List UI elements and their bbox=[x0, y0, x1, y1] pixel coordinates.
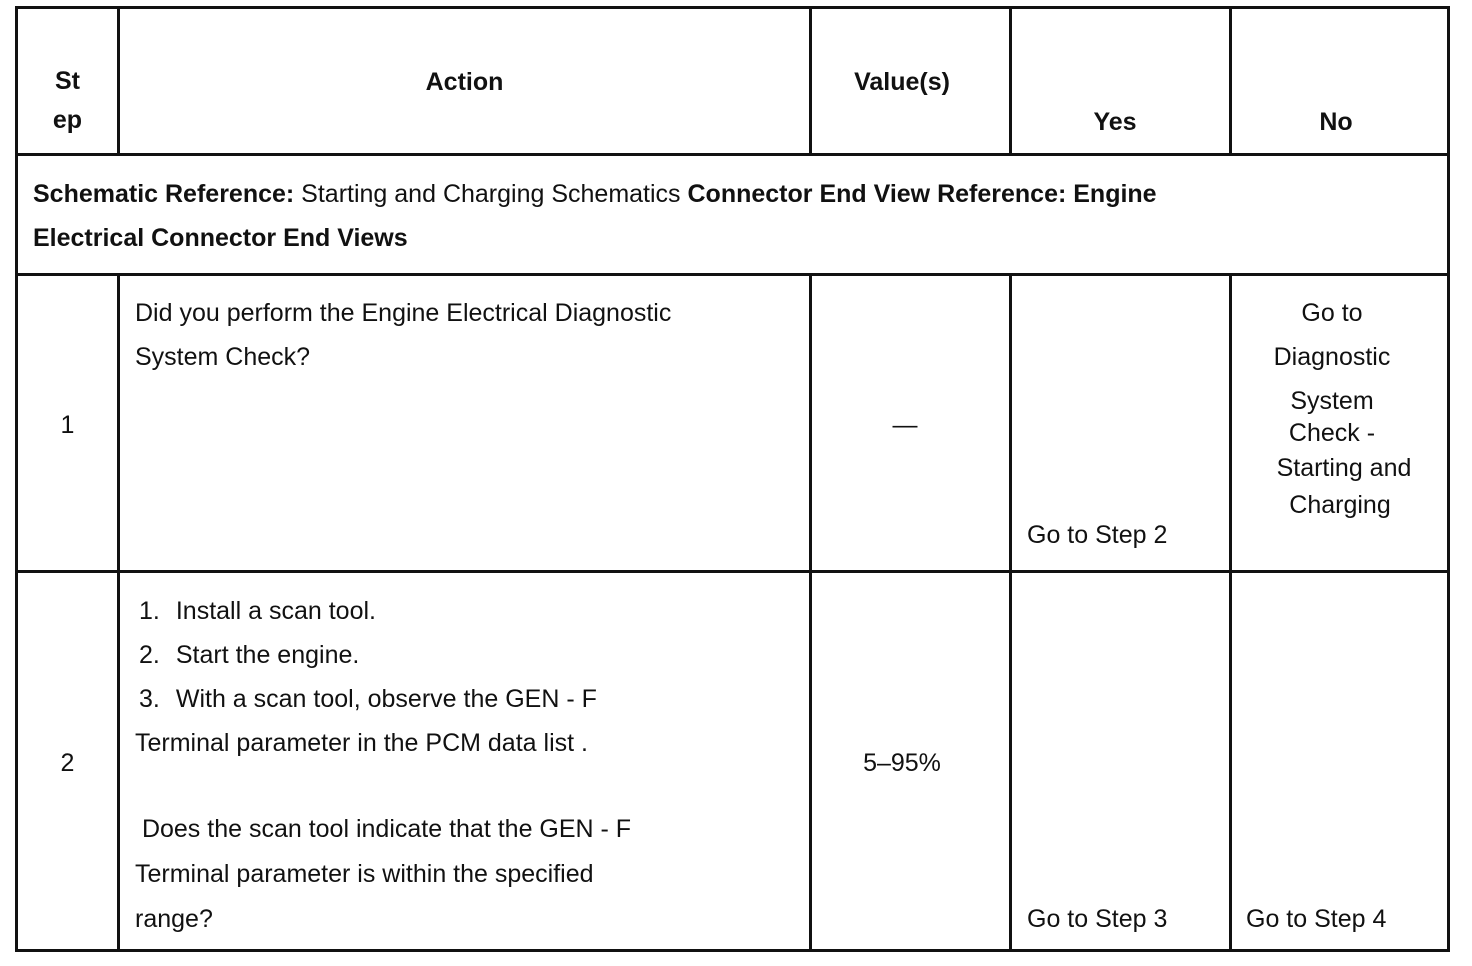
row2-question-line2: Terminal parameter is within the specified bbox=[135, 860, 594, 888]
row1-action-line2: System Check? bbox=[135, 343, 311, 371]
row1-no-line: Go to bbox=[1301, 299, 1363, 327]
header-yes: Yes bbox=[1093, 108, 1137, 136]
row1-step: 1 bbox=[60, 411, 75, 439]
schematic-reference-link[interactable]: Starting and Charging Schematics bbox=[294, 180, 688, 208]
list-number: 2. bbox=[139, 641, 160, 669]
schematic-reference-label: Schematic Reference: bbox=[33, 180, 295, 208]
col-divider bbox=[809, 273, 812, 949]
row1-no-line: System bbox=[1290, 387, 1374, 415]
row2-item-2 bbox=[139, 633, 359, 677]
row-divider bbox=[18, 273, 1447, 276]
row1-value: — bbox=[892, 411, 918, 439]
row1-yes-link[interactable]: Go to Step 2 bbox=[1027, 521, 1168, 549]
row1-no-line: Diagnostic bbox=[1273, 343, 1391, 371]
header-step bbox=[18, 61, 117, 139]
row2-yes-link[interactable]: Go to Step 3 bbox=[1027, 905, 1168, 933]
col-divider bbox=[117, 273, 120, 949]
row1-no-line: Charging bbox=[1289, 491, 1391, 519]
row2-no-link[interactable]: Go to Step 4 bbox=[1246, 905, 1387, 933]
row2-question-line3: range? bbox=[135, 905, 213, 933]
connector-reference-value[interactable]: Electrical Connector End Views bbox=[33, 224, 408, 252]
list-number: 1. bbox=[139, 597, 160, 625]
row1-no-line: Check - bbox=[1288, 419, 1376, 447]
list-number: 3. bbox=[139, 685, 160, 713]
header-step-line2: ep bbox=[52, 106, 83, 134]
header-values: Value(s) bbox=[854, 68, 950, 96]
row-divider bbox=[18, 153, 1447, 156]
header-action: Action bbox=[425, 68, 504, 96]
row2-item-3-cont: Terminal parameter in the PCM data list . bbox=[135, 729, 588, 757]
header-no: No bbox=[1319, 108, 1353, 136]
row2-item-1 bbox=[139, 589, 376, 633]
row2-question-line1: Does the scan tool indicate that the GEN - F bbox=[135, 815, 632, 843]
diagnostic-table bbox=[15, 6, 1450, 952]
col-divider bbox=[1009, 273, 1012, 949]
row1-no-link[interactable] bbox=[1232, 291, 1456, 524]
reference-row bbox=[33, 172, 1423, 260]
connector-reference-label: Connector End View Reference: Engine bbox=[687, 180, 1157, 208]
row-divider bbox=[18, 570, 1447, 573]
list-text: Install a scan tool. bbox=[175, 597, 376, 625]
row1-action-line1: Did you perform the Engine Electrical Diagnostic bbox=[135, 299, 672, 327]
list-text: Start the engine. bbox=[175, 641, 360, 669]
row2-item-3 bbox=[139, 677, 597, 721]
row2-value: 5–95% bbox=[863, 749, 941, 777]
list-text: With a scan tool, observe the GEN - F bbox=[175, 685, 597, 713]
header-step-line1: St bbox=[55, 67, 80, 95]
row1-no-line: Starting and bbox=[1276, 454, 1412, 482]
row2-step: 2 bbox=[60, 749, 75, 777]
